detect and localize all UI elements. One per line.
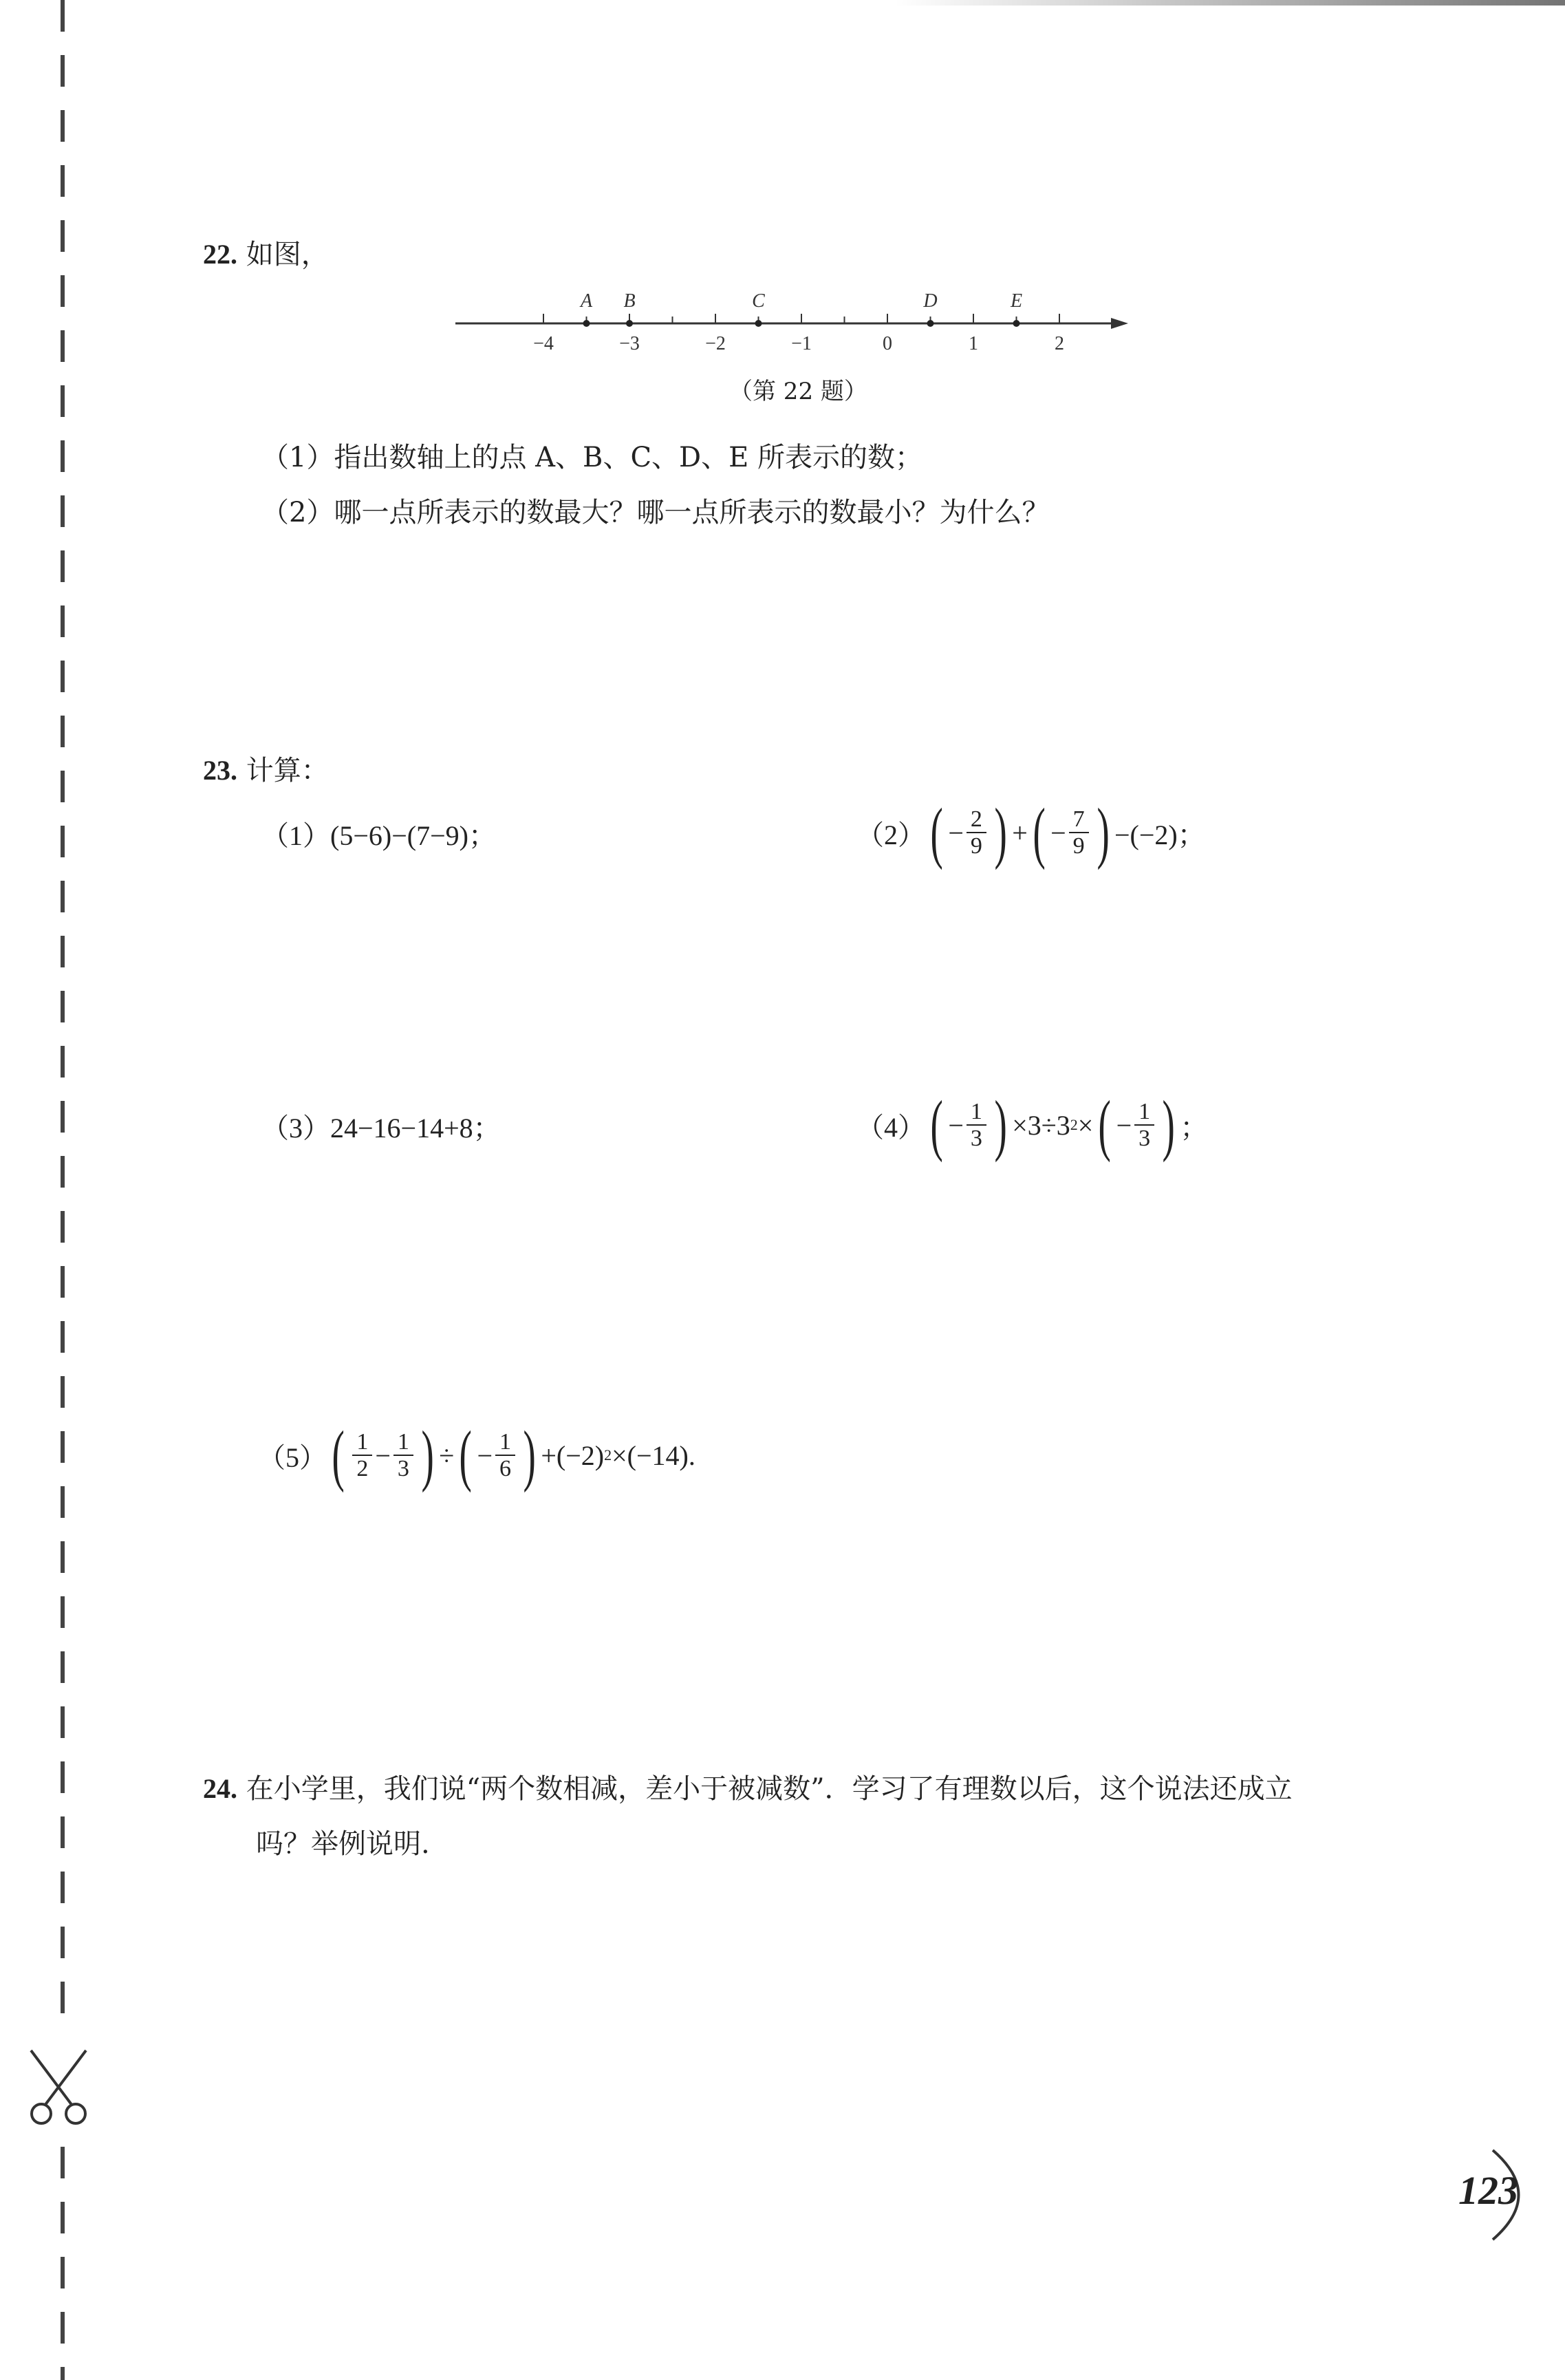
page-number: 123 <box>1458 2168 1518 2213</box>
point-label: C <box>752 290 765 312</box>
question-24 <box>203 1775 1293 1803</box>
tick-label: −4 <box>533 333 554 354</box>
question-24-line-2: 吗？举例说明. <box>256 1828 430 1860</box>
fraction: $\frac{2}{9}$ <box>967 806 986 859</box>
question-23-part-4: （4） ( − $\frac{1}{3}$ ) ×3÷3 2 × ( − $\frac{1}{3}$ ) ； <box>856 1086 1208 1163</box>
scan-shadow <box>894 0 1565 6</box>
point-label: D <box>923 290 938 312</box>
fraction: $\frac{1}{3}$ <box>967 1099 986 1152</box>
axis-arrow <box>1111 318 1128 329</box>
number-line <box>440 275 1142 365</box>
tick-label: 1 <box>969 333 978 354</box>
fraction: $\frac{1}{3}$ <box>393 1429 413 1482</box>
question-23-part-3: （3）24−16−14+8； <box>261 1113 501 1144</box>
fraction: $\frac{1}{6}$ <box>495 1429 515 1482</box>
tick-label: 2 <box>1055 333 1064 354</box>
question-number: 24. <box>203 1773 237 1804</box>
tick-label: −2 <box>705 333 726 354</box>
point-a <box>583 320 590 327</box>
question-22 <box>203 241 329 268</box>
point-b <box>626 320 633 327</box>
point-c <box>755 320 762 327</box>
fraction: $\frac{7}{9}$ <box>1069 806 1089 859</box>
question-23 <box>203 757 329 784</box>
question-number: 23. <box>203 755 237 786</box>
point-e <box>1013 320 1020 327</box>
question-number: 22. <box>203 239 237 270</box>
tick-label: −1 <box>791 333 812 354</box>
question-22-part-2: （2）哪一点所表示的数最大？哪一点所表示的数最小？为什么？ <box>261 497 1050 528</box>
question-23-part-2: （2） ( − $\frac{2}{9}$ ) + ( − $\frac{7}{9}$ ) −(−2)； <box>856 794 1205 870</box>
point-d <box>927 320 934 327</box>
tick-label: 0 <box>883 333 892 354</box>
tick-label: −3 <box>619 333 640 354</box>
point-label: B <box>623 290 636 312</box>
point-label: E <box>1010 290 1023 312</box>
question-intro: 如图， <box>246 239 329 270</box>
question-23-part-5: （5） ( $\frac{1}{2}$ − $\frac{1}{3}$ ) ÷ ( − $\frac{1}{6}$ ) +(−2) 2 ×(−14). <box>258 1417 695 1493</box>
question-24-line-1: 在小学里，我们说“两个数相减，差小于被减数”．学习了有理数以后，这个说法还成立 <box>246 1773 1293 1805</box>
figure-caption: （第 22 题） <box>729 378 867 405</box>
question-23-part-1: （1）(5−6)−(7−9)； <box>261 820 496 851</box>
point-label: A <box>580 290 593 312</box>
fraction: $\frac{1}{3}$ <box>1134 1099 1154 1152</box>
scissors-icon <box>21 2047 96 2130</box>
question-22-part-1: （1）指出数轴上的点 A、B、C、D、E 所表示的数； <box>261 442 923 473</box>
question-title: 计算： <box>246 755 329 786</box>
fraction: $\frac{1}{2}$ <box>352 1429 372 1482</box>
